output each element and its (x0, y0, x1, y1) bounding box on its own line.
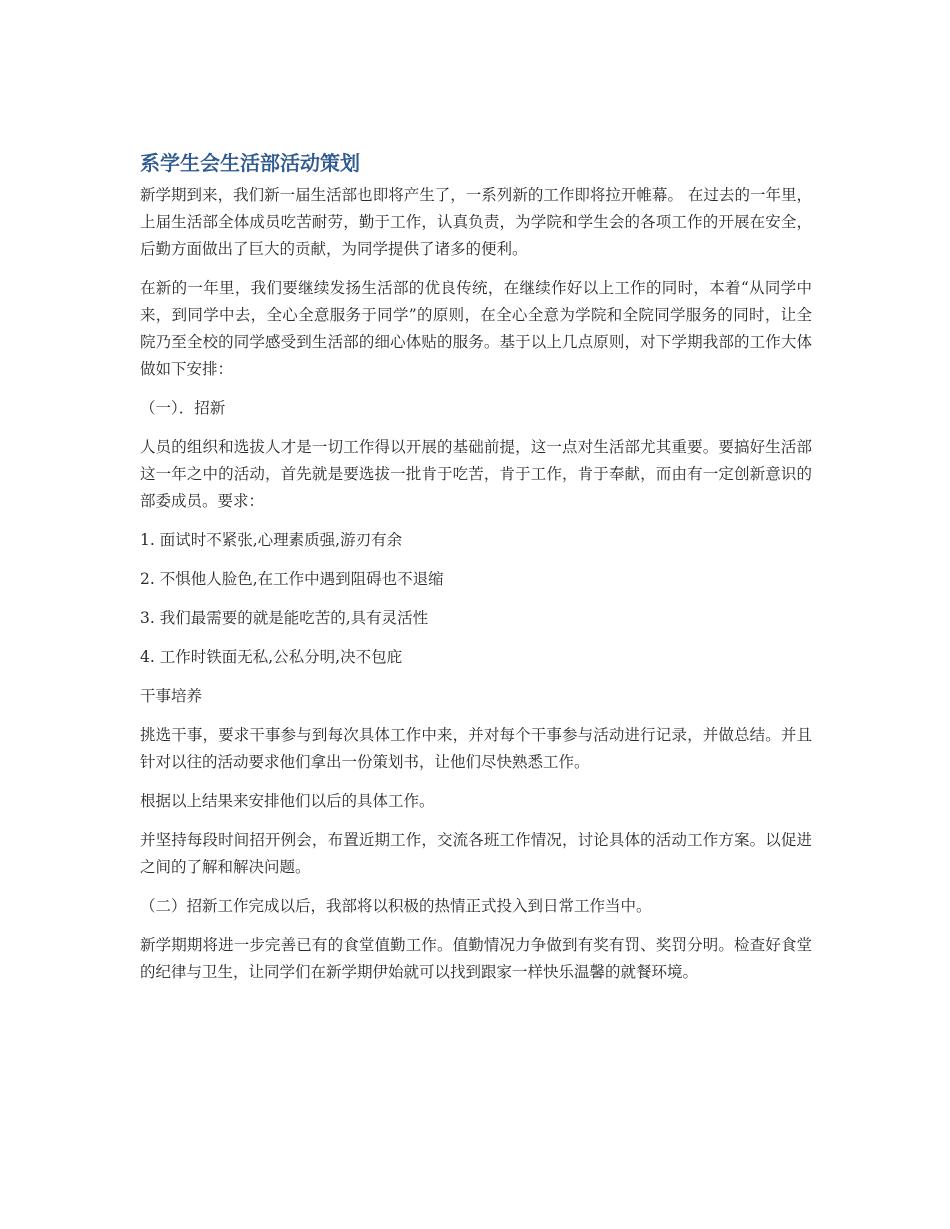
section-heading-daily-work: （二）招新工作完成以后，我部将以积极的热情正式投入到日常工作当中。 (140, 897, 652, 915)
document-page (140, 148, 812, 998)
requirement-item-1: 1. 面试时不紧张,心理素质强,游刃有余 (140, 531, 403, 549)
meeting-paragraph: 并坚持每段时间招开例会，布置近期工作，交流各班工作情况，讨论具体的活动工作方案。以促进之间的了解和解决问题。 (140, 831, 812, 876)
section-heading-training: 干事培养 (140, 687, 203, 705)
document-title: 系学生会生活部活动策划 (140, 151, 360, 175)
canteen-duty-paragraph: 新学期期将进一步完善已有的食堂值勤工作。值勤情况力争做到有奖有罚、奖罚分明。检查好食堂的纪律与卫生，让同学们在新学期伊始就可以找到跟家一样快乐温馨的就餐环境。 (140, 936, 812, 981)
requirement-item-3: 3. 我们最需要的就是能吃苦的,具有灵活性 (140, 609, 429, 627)
arrangement-paragraph: 根据以上结果来安排他们以后的具体工作。 (140, 792, 435, 810)
intro-paragraph: 新学期到来，我们新一届生活部也即将产生了，一系列新的工作即将拉开帷幕。 在过去的一年里，上届生活部全体成员吃苦耐劳，勤于工作，认真负责，为学院和学生会的各项工作的开展在安全，后勤方面做出了巨大的贡献，为同学提供了诸多的便利。 (140, 186, 812, 258)
training-paragraph: 挑选干事，要求干事参与到每次具体工作中来，并对每个干事参与活动进行记录，并做总结。并且针对以往的活动要求他们拿出一份策划书，让他们尽快熟悉工作。 (140, 726, 812, 771)
section-heading-recruitment: （一）．招新 (140, 399, 226, 417)
principle-paragraph: 在新的一年里，我们要继续发扬生活部的优良传统，在继续作好以上工作的同时，本着“从同学中来，到同学中去，全心全意服务于同学”的原则，在全心全意为学院和全院同学服务的同时，让全院乃至全校的同学感受到生活部的细心体贴的服务。基于以上几点原则，对下学期我部的工作大体做如下安排： (140, 279, 812, 378)
requirement-item-2: 2. 不惧他人脸色,在工作中遇到阻碍也不退缩 (140, 570, 444, 588)
recruitment-paragraph: 人员的组织和选拔人才是一切工作得以开展的基础前提，这一点对生活部尤其重要。要搞好生活部这一年之中的活动，首先就是要选拔一批肯于吃苦，肯于工作，肯于奉献，而由有一定创新意识的部委成员。要求： (140, 438, 812, 510)
requirement-item-4: 4. 工作时铁面无私,公私分明,决不包庇 (140, 648, 403, 666)
